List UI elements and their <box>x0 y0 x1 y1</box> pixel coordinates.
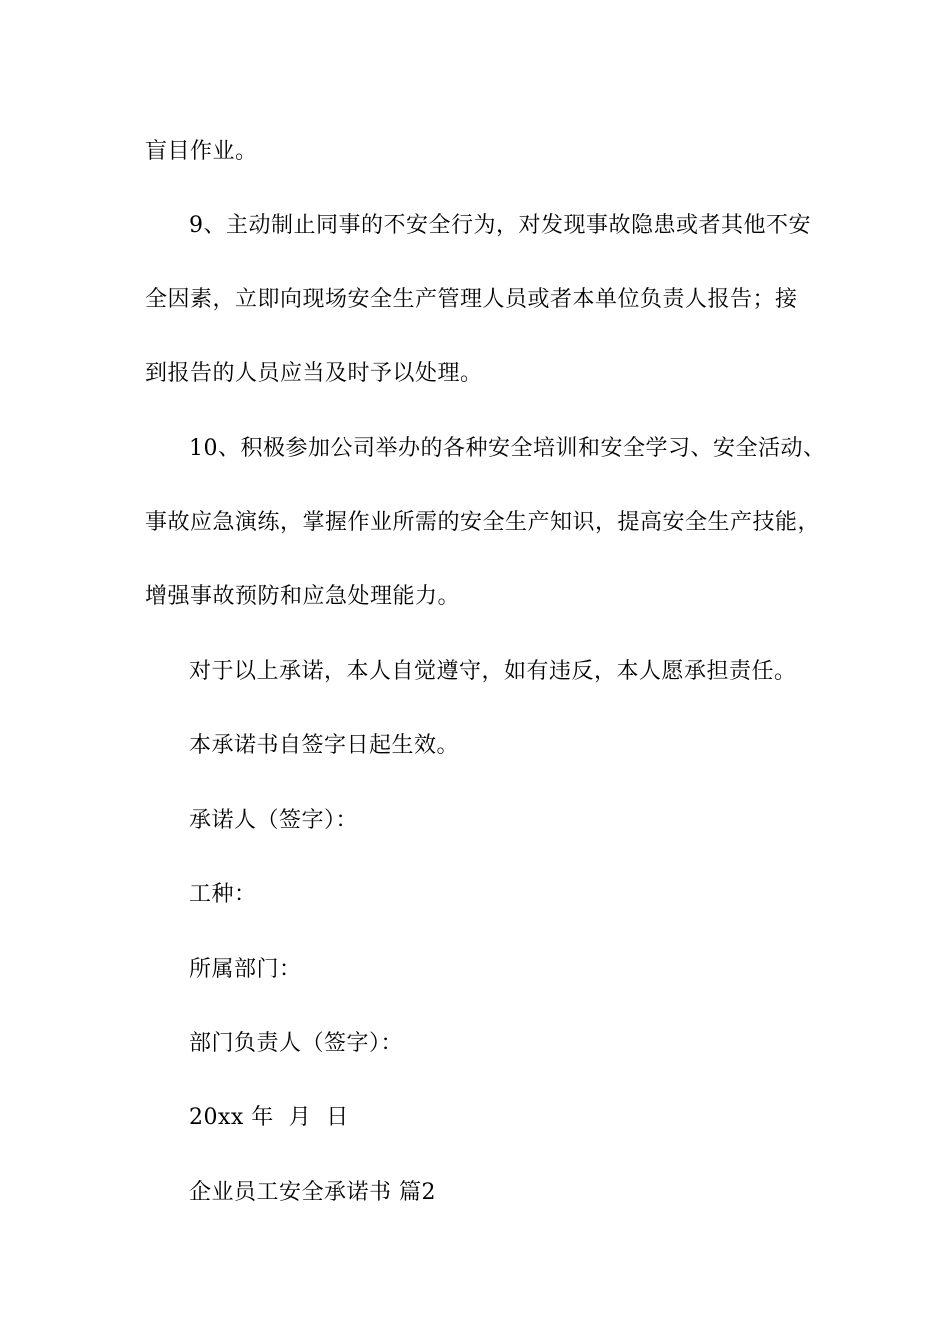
date-line: 20xx 年 月 日 <box>189 1105 349 1130</box>
text-line: 对于以上承诺，本人自觉遵守，如有违反，本人愿承担责任。 <box>189 659 797 684</box>
text-line: 本承诺书自签字日起生效。 <box>189 733 460 758</box>
text-line: 10、积极参加公司举办的各种安全培训和安全学习、安全活动、 <box>189 436 826 461</box>
section-heading: 企业员工安全承诺书 篇2 <box>189 1180 436 1205</box>
text-line: 到报告的人员应当及时予以处理。 <box>145 361 483 386</box>
department-head-signature-label: 部门负责人（签字）： <box>189 1031 404 1056</box>
text-line: 全因素，立即向现场安全生产管理人员或者本单位负责人报告；接 <box>145 287 798 312</box>
signature-label: 承诺人（签字）： <box>189 808 359 833</box>
text-line: 盲目作业。 <box>145 139 258 164</box>
text-line: 增强事故预防和应急处理能力。 <box>145 584 461 609</box>
text-line: 9、主动制止同事的不安全行为，对发现事故隐患或者其他不安 <box>189 213 811 238</box>
department-label: 所属部门： <box>189 957 302 982</box>
text-line: 事故应急演练，掌握作业所需的安全生产知识，提高安全生产技能， <box>145 510 821 535</box>
job-type-label: 工种： <box>189 882 257 907</box>
